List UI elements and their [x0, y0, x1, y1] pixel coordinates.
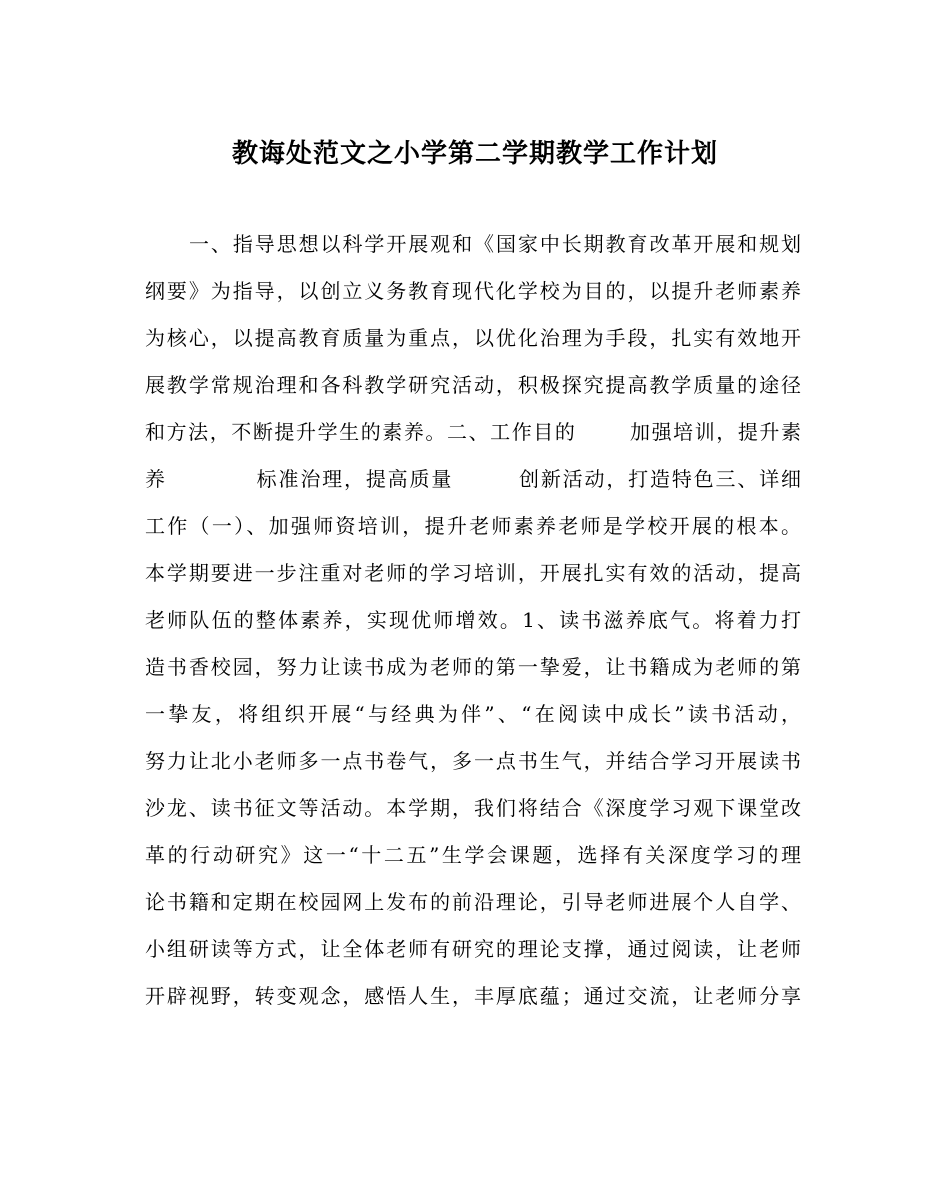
body-line [145, 503, 801, 550]
body-line [145, 644, 801, 691]
body-line-text: 论书籍和定期在校园网上发布的前沿理论，引导老师进展个人自学、 [145, 890, 801, 914]
body-line-text: 小组研读等方式，让全体老师有研究的理论支撑，通过阅读，让老师 [145, 937, 801, 961]
body-line [145, 691, 801, 738]
body-line-text: 为核心，以提高教育质量为重点，以优化治理为手段，扎实有效地开 [145, 326, 801, 350]
document-body [145, 221, 801, 1020]
body-line-text: 纲要》为指导，以创立义务教育现代化学校为目的，以提升老师素养 [145, 279, 801, 303]
body-line [145, 221, 801, 268]
body-line [145, 268, 801, 315]
body-line-text: 标准治理，提高质量 [254, 467, 454, 491]
body-line [145, 973, 801, 1020]
body-line [145, 456, 801, 503]
body-line [145, 879, 801, 926]
body-line [145, 785, 801, 832]
body-line-text: 老师队伍的整体素养，实现优师增效。1、读书滋养底气。将着力打 [145, 608, 801, 632]
body-line-text: 一、指导思想以科学开展观和《国家中长期教育改革开展和规划 [189, 232, 801, 256]
body-line-text: 努力让北小老师多一点书卷气，多一点书生气，并结合学习开展读书 [145, 749, 801, 773]
body-line-text: 一挚友，将组织开展“与经典为伴”、“在阅读中成长”读书活动， [145, 702, 801, 726]
body-line [145, 362, 801, 409]
body-line-text: 工作（一）、加强师资培训，提升老师素养老师是学校开展的根本。 [145, 514, 801, 538]
body-line-text: 沙龙、读书征文等活动。本学期，我们将结合《深度学习观下课堂改 [145, 796, 801, 820]
body-line [145, 409, 801, 456]
body-line [145, 597, 801, 644]
body-line [145, 550, 801, 597]
body-line [145, 315, 801, 362]
body-line-text: 加强培训，提升素 [628, 420, 802, 444]
body-line [145, 832, 801, 879]
body-line-text: 本学期要进一步注重对老师的学习培训，开展扎实有效的活动，提高 [145, 561, 801, 585]
body-line-text: 造书香校园，努力让读书成为老师的第一挚爱，让书籍成为老师的第 [145, 655, 801, 679]
body-line-text: 养 [145, 467, 167, 491]
body-line-text: 和方法，不断提升学生的素养。二、工作目的 [145, 420, 577, 444]
body-line [145, 738, 801, 785]
body-line-text: 开辟视野，转变观念，感悟人生，丰厚底蕴；通过交流，让老师分享 [145, 984, 801, 1008]
body-line-text: 创新活动，打造特色三、详细 [517, 467, 802, 491]
document-title: 教诲处范文之小学第二学期教学工作计划 [231, 139, 718, 169]
body-line [145, 926, 801, 973]
body-line-text: 展教学常规治理和各科教学研究活动，积极探究提高教学质量的途径 [145, 373, 801, 397]
body-line-text: 革的行动研究》这一“十二五”生学会课题，选择有关深度学习的理 [145, 843, 801, 867]
